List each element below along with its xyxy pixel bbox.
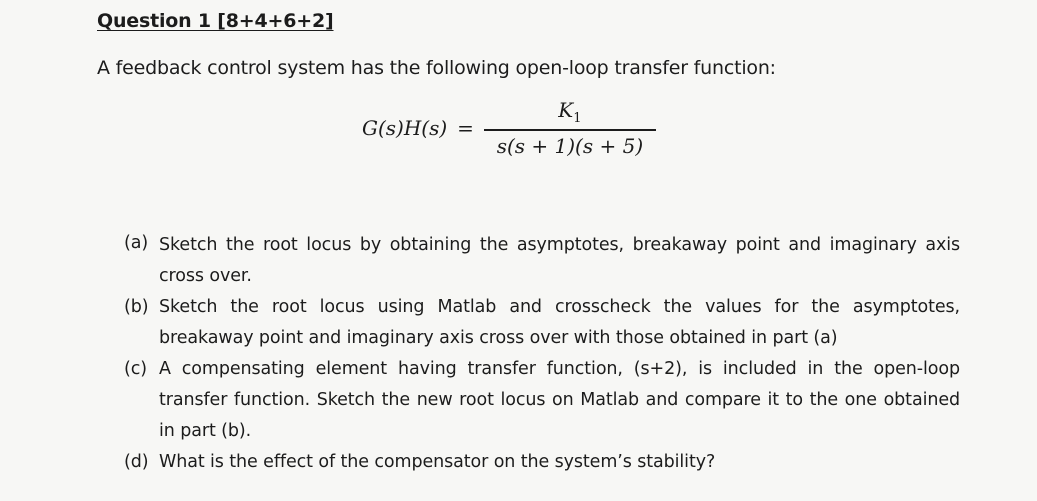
- numerator-subscript: 1: [573, 111, 582, 126]
- equation-numerator: [554, 98, 585, 129]
- part-text: Sketch the root locus using Matlab and crosscheck the values for the asymptotes, breakaway point and imaginary axis cross over with those obtained in part (a): [159, 297, 960, 348]
- part-text: A compensating element having transfer function, (s+2), is included in the open-loop transfer function. Sketch the new root locus on Matlab and compare it to the one obtained in part (b).: [159, 359, 960, 441]
- question-parts-list: [124, 228, 960, 478]
- equation-equals-sign: =: [457, 115, 474, 140]
- part-text: Sketch the root locus by obtaining the asymptotes, breakaway point and imaginary axis cross over.: [159, 235, 960, 286]
- part-text: What is the effect of the compensator on the system’s stability?: [159, 452, 716, 472]
- numerator-symbol: K: [558, 98, 574, 122]
- equation-fraction: [484, 98, 656, 158]
- question-part-a: [124, 228, 960, 292]
- question-part-b: [124, 292, 960, 354]
- equation-lhs: G(s)H(s): [362, 115, 448, 140]
- question-heading: Question 1 [8+4+6+2]: [97, 10, 334, 32]
- question-part-d: [124, 447, 960, 478]
- part-label: (b): [124, 297, 149, 317]
- part-label: (a): [124, 233, 149, 253]
- transfer-function-equation: [362, 98, 656, 158]
- intro-text: A feedback control system has the following open-loop transfer function:: [97, 57, 776, 79]
- part-label: (d): [124, 452, 149, 472]
- part-label: (c): [124, 359, 147, 379]
- equation-denominator: s(s + 1)(s + 5): [496, 133, 644, 158]
- question-part-c: [124, 354, 960, 447]
